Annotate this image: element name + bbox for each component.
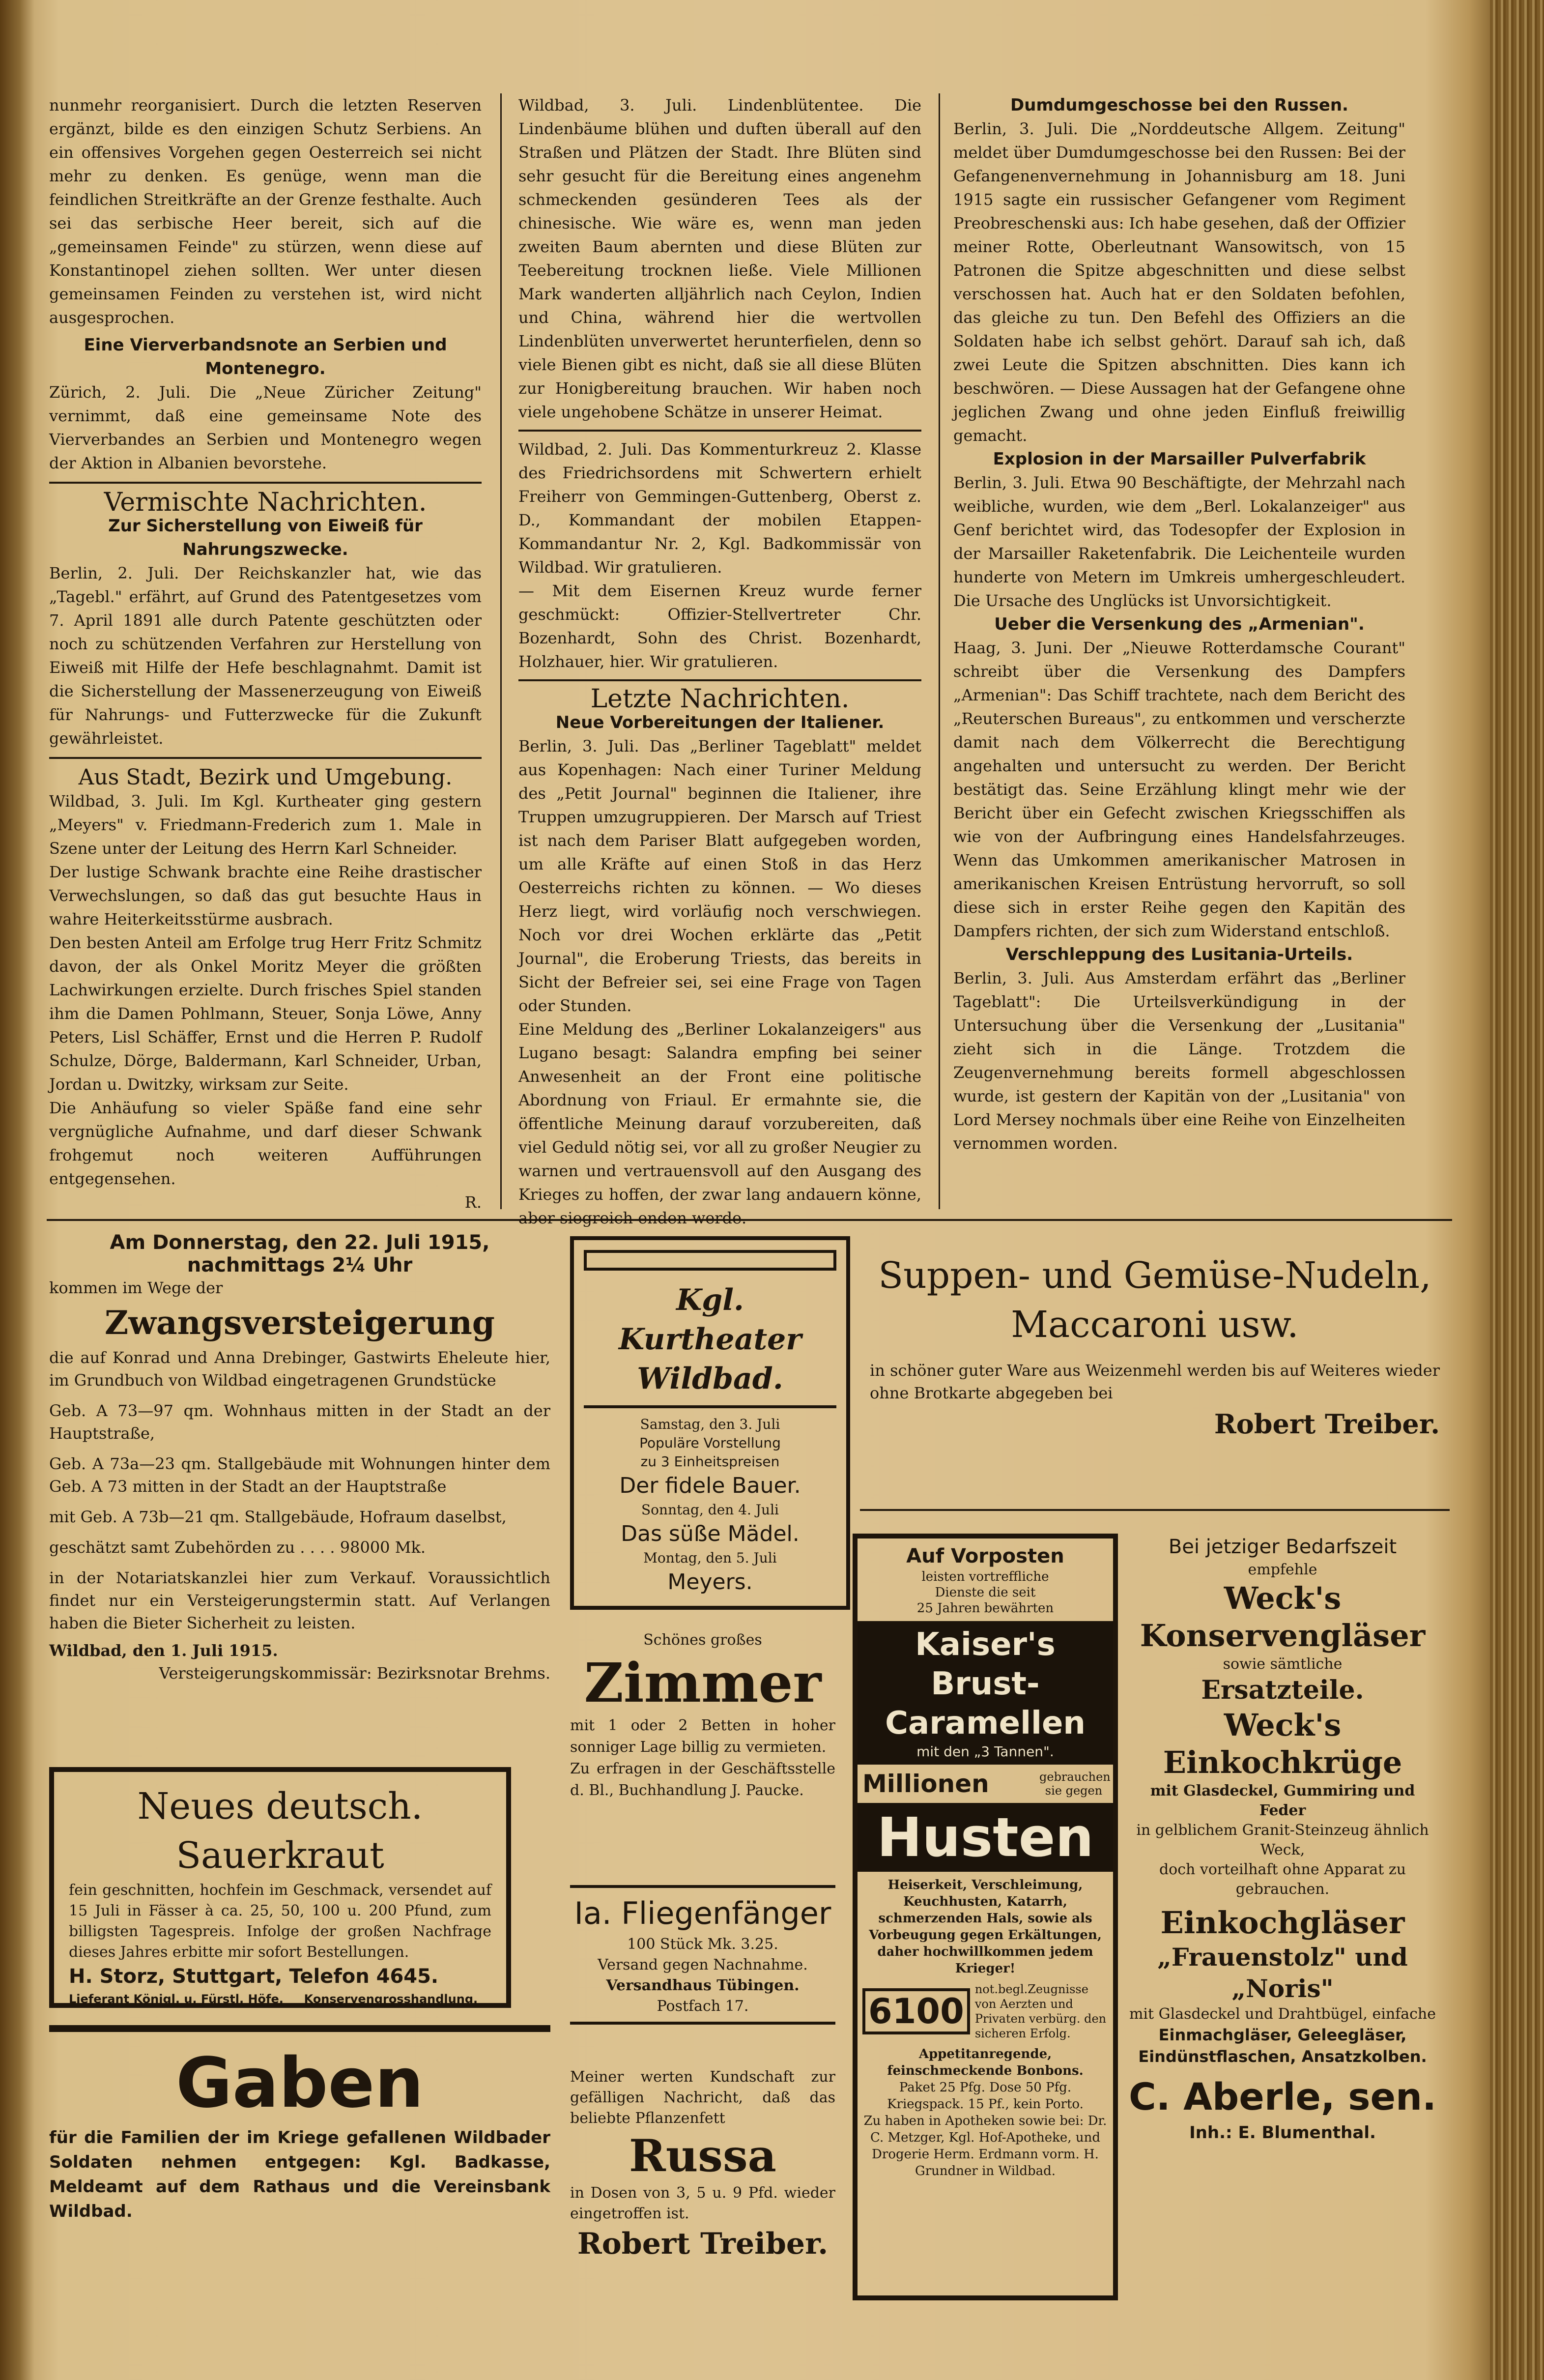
brand-name: Kaiser's Brust-	[915, 1626, 1056, 1702]
brand-name: Caramellen	[885, 1705, 1086, 1741]
divider	[518, 679, 921, 681]
ad-zimmer	[570, 1629, 835, 1801]
headline: Ueber die Versenkung des „Armenian".	[994, 614, 1365, 634]
ad-firm: H. Storz, Stuttgart, Telefon 4645.	[69, 1965, 439, 1988]
ad-text: Samstag, den 3. Juli	[640, 1416, 780, 1432]
ad-text: Schönes großes	[643, 1631, 762, 1649]
divider	[49, 2025, 550, 2032]
ad-text: Versteigerungskommissär: Bezirksnotar Brehms.	[159, 1664, 550, 1683]
ad-text: Geb. A 73a—23 qm. Stallgebäude mit Wohnungen hinter dem Geb. A 73 mitten in der Stadt an der Hauptstraße	[49, 1454, 550, 1496]
ad-text: Auf Vorposten	[906, 1545, 1064, 1567]
ad-title: Zwangsversteigerung	[105, 1304, 495, 1342]
ad-text: Heiserkeit, Verschleimung, Keuchhusten, Katarrh, schmerzenden Hals, sowie als Vorbeugung gegen Erkältungen, daher hochwillkommen jedem Krieger!	[869, 1878, 1102, 1976]
article-text: Zürich, 2. Juli. Die „Neue Züricher Zeitung" vernimmt, daß eine gemeinsame Note des Vierverbandes an Serbien und Montenegro wegen der Aktion in Albanien bevorstehe.	[49, 383, 482, 472]
ad-text: mit Glasdeckel, Gummiring und Feder	[1150, 1782, 1415, 1819]
ad-nudeln	[870, 1251, 1440, 1444]
ad-title: Konservengläser	[1140, 1618, 1426, 1654]
ad-text: Millionen	[862, 1770, 989, 1798]
ad-title: Ersatzteile.	[1201, 1675, 1364, 1705]
ad-title: Zimmer	[584, 1651, 822, 1714]
ad-text: not.begl.Zeugnisse von Aerzten und Privaten verbürg. den sicheren Erfolg.	[974, 1982, 1107, 2040]
ad-sauerkraut	[49, 1767, 511, 2008]
divider	[584, 1405, 836, 1408]
article-text: Wildbad, 3. Juli. Im Kgl. Kurtheater ging gestern „Meyers" v. Friedmann-Frederich zum 1. Male in Szene unter der Leitung des Herrn Karl Schneider.	[49, 792, 482, 858]
ad-kaisers	[853, 1534, 1118, 2300]
ad-text: Versand gegen Nachnahme.	[598, 1956, 808, 1974]
section-heading: Aus Stadt, Bezirk und Umgebung.	[78, 765, 453, 790]
ad-auction	[49, 1231, 550, 1684]
divider	[49, 757, 482, 759]
ad-text: mit 1 oder 2 Betten in hoher sonniger Lage billig zu vermieten.	[570, 1717, 835, 1756]
ad-text: Einmachgläser, Geleegläser, Eindünstflaschen, Ansatzkolben.	[1138, 2026, 1427, 2066]
ad-title: „Frauenstolz" und	[1157, 1943, 1408, 1972]
headline: Dumdumgeschosse bei den Russen.	[1010, 95, 1348, 115]
ad-firm: C. Aberle, sen.	[1128, 2075, 1437, 2119]
ad-text: mit Glasdeckel und Drahtbügel, einfache	[1129, 2005, 1436, 2023]
ad-title: Maccaroni usw.	[1011, 1304, 1299, 1346]
ad-show: Meyers.	[667, 1569, 753, 1595]
ad-text: Wildbad, den 1. Juli 1915.	[49, 1641, 278, 1660]
headline: Zur Sicherstellung von Eiweiß für Nahrungszwecke.	[108, 516, 423, 559]
ad-title: Einkochkrüge	[1163, 1744, 1402, 1780]
ad-text: in gelblichem Granit-Steinzeug ähnlich Weck,	[1136, 1822, 1429, 1858]
ad-firm: Robert Treiber.	[577, 2227, 829, 2261]
divider	[570, 2022, 835, 2025]
ad-text: 25 Jahren bewährten	[916, 1601, 1054, 1616]
column-1	[49, 93, 482, 1214]
ad-text: in der Notariatskanzlei hier zum Verkauf. Voraussichtlich findet nur ein Versteigerungstermin statt. Auf Verlangen haben die Bieter Sicherheit zu leisten.	[49, 1568, 550, 1632]
divider	[518, 430, 921, 432]
ad-text: doch vorteilhaft ohne Apparat zu gebrauchen.	[1159, 1861, 1406, 1898]
ad-show: Der fidele Bauer.	[619, 1473, 801, 1498]
ad-title: Suppen- und Gemüse-Nudeln,	[878, 1254, 1431, 1297]
ad-firm: Robert Treiber.	[1214, 1408, 1440, 1440]
ad-text: Geb. A 73—97 qm. Wohnhaus mitten in der Stadt an der Hauptstraße,	[49, 1401, 550, 1443]
ad-text: Lieferant Königl. u. Fürstl. Höfe. Konservengrosshandlung.	[69, 1992, 478, 2006]
ad-text: Paket 25 Pfg. Dose 50 Pfg. Kriegspack. 15 Pf., kein Porto.	[887, 2080, 1084, 2112]
ad-heading: Am Donnerstag, den 22. Juli 1915,	[110, 1231, 490, 1254]
ad-title: Husten	[858, 1803, 1113, 1872]
article-text: Berlin, 3. Juli. Etwa 90 Beschäftigte, der Mehrzahl nach weibliche, wurden, wie dem „Berl. Lokalanzeiger" aus Genf berichtet wird, das Todesopfer der Explosion in der Marsailler Raketenfabrik. Die Leichenteile wurden hunderte von Metern im Umkreis umhergeschleudert. Die Ursache des Unglücks ist Unvorsichtigkeit.	[953, 473, 1405, 610]
ad-title: Weck's	[1224, 1580, 1342, 1616]
divider	[860, 1509, 1450, 1511]
column-rule	[500, 93, 502, 1209]
headline: Explosion in der Marsailler Pulverfabrik	[993, 449, 1366, 469]
ad-text: für die Familien der im Kriege gefallenen Wildbader Soldaten nehmen entgegen: Kgl. Badkasse, Meldeamt auf dem Rathaus und die Vereinsbank Wildbad.	[49, 2128, 550, 2221]
article-text: Berlin, 3. Juli. Aus Amsterdam erfährt das „Berliner Tageblatt": Die Urteilsverkündigung in der Untersuchung über die Versenkung der „Lusitania" zieht sich in die Länge. Trotzdem die Zeugenvernehmung bereits formell abgeschlossen wurde, ist gestern der Kapitän von der „Lusitania" von Lord Mersey nochmals über eine Reihe von Einzelheiten vernommen worden.	[953, 969, 1405, 1153]
ad-text: in Dosen von 3, 5 u. 9 Pfd. wieder eingetroffen ist.	[570, 2184, 835, 2222]
article-text: Berlin, 3. Juli. Das „Berliner Tageblatt" meldet aus Kopenhagen: Nach einer Turiner Meldung des „Petit Journal" beginnen die Italiener, ihre Truppen umzugruppieren. Der Marsch auf Triest ist nach dem Pariser Blatt aufgegeben worden, um alle Kräfte auf einen Stoß in das Herz Oesterreichs richten zu können. — Wo dieses Herz liegt, wird vorläufig noch verschwiegen. Noch vor drei Wochen erklärte das „Petit Journal", die Eroberung Triests, das bereits in Sicht der Befreier sei, sei eine Frage von Tagen oder Stunden.	[518, 737, 921, 1015]
ad-text: geschätzt samt Zubehörden zu . . . . 98000 Mk.	[49, 1538, 426, 1557]
ad-text: kommen im Wege der	[49, 1278, 223, 1297]
ad-gaben	[49, 2025, 550, 2224]
ad-text: Populäre Vorstellung	[639, 1435, 781, 1451]
ad-text: leisten vortreffliche	[921, 1569, 1049, 1584]
article-text: Den besten Anteil am Erfolge trug Herr Fritz Schmitz davon, der als Onkel Moritz Meyer die größten Lachwirkungen erzielte. Durch frisches Spiel standen ihm die Damen Pohlmann, Steuer, Sonja Löwe, Anny Peters, Lisl Schäffer, Ernst und die Herren P. Rudolf Schulze, Dörge, Baldermann, Karl Schneider, Urban, Jordan u. Dwitzky, wirksam zur Seite.	[49, 933, 482, 1094]
headline: Eine Vierverbandsnote an Serbien und Montenegro.	[84, 335, 447, 378]
ad-text: Dienste die seit	[935, 1585, 1036, 1600]
ad-text: fein geschnitten, hochfein im Geschmack, versendet auf 15 Juli in Fässer à ca. 25, 50, 100 u. 200 Pfund, zum billigsten Tagespreis. Infolge der großen Nachfrage dieses Jahres erbitte mir sofort Bestellungen.	[69, 1882, 491, 1961]
article-text: — Mit dem Eisernen Kreuz wurde ferner geschmückt: Offizier-Stellvertreter Chr. Bozenhardt, Sohn des Christ. Bozenhardt, Holzhauer, hier. Wir gratulieren.	[518, 581, 921, 671]
article-text: Haag, 3. Juni. Der „Nieuwe Rotterdamsche Courant" schreibt über die Versenkung des Dampfers „Armenian": Das Schiff trachtete, nach dem Bericht des „Reuterschen Bureaus", zu entkommen und verscherzte damit nach dem Völkerrecht die Berechtigung angehalten und untersucht zu werden. Der Bericht bestätigt das. Seine Erzählung klingt mehr wie der Bericht über ein Gefecht zwischen Kriegsschiffen als wie von der Aufbringung eines Handelsfahrzeuges. Wenn das Umkommen amerikanischer Matrosen in amerikanischen Kreisen Entrüstung hervorruft, so soll diese sich in erster Reihe gegen den Kapitän des Dampfers richten, der sich zum Widerstand entschloß.	[953, 639, 1405, 940]
ad-text: Zu haben in Apotheken sowie bei: Dr. C. Metzger, Kgl. Hof-Apotheke, und Drogerie Herm. Erdmann vorm. H. Grundner in Wildbad.	[863, 2114, 1107, 2178]
headline: Neue Vorbereitungen der Italiener.	[555, 713, 885, 732]
ad-title: Ia. Fliegenfänger	[574, 1895, 831, 1931]
ad-theater	[570, 1236, 850, 1610]
divider	[49, 482, 482, 484]
ad-russa	[570, 2067, 835, 2264]
signature: R.	[464, 1193, 482, 1212]
ornament	[584, 1250, 836, 1271]
ad-text: 100 Stück Mk. 3.25.	[627, 1936, 778, 1953]
section-heading: Vermischte Nachrichten.	[104, 488, 427, 517]
ad-text: Bei jetziger Bedarfszeit	[1168, 1536, 1397, 1558]
ad-text: Inh.: E. Blumenthal.	[1189, 2123, 1376, 2143]
headline: Verschleppung des Lusitania-Urteils.	[1005, 945, 1353, 964]
ad-show: Das süße Mädel.	[621, 1521, 800, 1546]
ad-title: Weck's	[1224, 1707, 1342, 1743]
ad-title: Neues deutsch. Sauerkraut	[137, 1785, 423, 1877]
ad-title: Gaben	[175, 2043, 424, 2123]
ad-weck	[1125, 1534, 1440, 2144]
article-text: Der lustige Schwank brachte eine Reihe drastischer Verwechslungen, so daß das gut besuchte Haus in wahre Heiterkeitsstürme ausbrach.	[49, 863, 482, 929]
ad-text: mit Geb. A 73b—21 qm. Stallgebäude, Hofraum daselbst,	[49, 1508, 507, 1526]
ad-text: Versandhaus Tübingen.	[606, 1977, 800, 1994]
ad-text: Zu erfragen in der Geschäftsstelle d. Bl., Buchhandlung J. Paucke.	[570, 1760, 835, 1799]
article-text: Eine Meldung des „Berliner Lokalanzeigers" aus Lugano besagt: Salandra empfing bei seiner Anwesenheit an der Front eine politische Abordnung von Friaul. Er ermahnte sie, die öffentliche Meinung darauf vorzubereiten, daß viel Geduld nötig sei, vor all zu großer Neugier zu warnen und vertrauensvoll auf den Ausgang des Krieges zu hoffen, der zwar lang andauern könne, aber siegreich enden werde.	[518, 1020, 921, 1227]
ad-text: in schöner guter Ware aus Weizenmehl werden bis auf Weiteres wieder ohne Brotkarte abgegeben bei	[870, 1361, 1440, 1402]
ad-text: Postfach 17.	[657, 1998, 749, 2015]
ad-text: Sonntag, den 4. Juli	[641, 1502, 779, 1518]
article-text: nunmehr reorganisiert. Durch die letzten Reserven ergänzt, bilde es den einzigen Schutz Serbiens. An ein offensives Vorgehen gegen Oesterreich sei nicht mehr zu denken. Es genüge, wenn man die feindlichen Streitkräfte an der Grenze festhalte. Auch sei das serbische Heer bereit, sich auf die „gemeinsamen Feinde" zu stürzen, wenn diese auf Konstantinopel ziehen sollten. Wer unter diesen gemeinsamen Feinden zu verstehen ist, wird nicht ausgesprochen.	[49, 96, 482, 327]
article-text: Die Anhäufung so vieler Späße fand eine sehr vergnügliche Aufnahme, und darf dieser Schwank frohgemut noch weiteren Aufführungen entgegensehen.	[49, 1099, 482, 1188]
ad-number: 6100	[862, 1988, 970, 2034]
article-text: Berlin, 3. Juli. Die „Norddeutsche Allgem. Zeitung" meldet über Dumdumgeschosse bei den Russen: Bei der Gefangenenvernehmung in Johannisburg am 18. Juni 1915 sagte ein russischer Gefangener vom Regiment Preobreschenski aus: Ich habe gesehen, daß der Offizier meiner Rotte, Oberleutnant Wansowitsch, von 15 Patronen die Spitze abgeschnitten und diese selbst verschossen hat. Auch hat er den Soldaten befohlen, das gleiche zu tun. Den Befehl des Offiziers an die Soldaten habe ich selbst gehört. Darauf sah ich, daß zwei Leute die Spitzen abschnitten. Dies kann ich beschwören. — Diese Aussagen hat der Gefangene ohne jeglichen Zwang und ohne jeden Einfluß freiwillig gemacht.	[953, 119, 1405, 445]
article-text: Berlin, 2. Juli. Der Reichskanzler hat, wie das „Tagebl." erfährt, auf Grund des Patentgesetzes vom 7. April 1891 alle durch Patente geschützten oder noch zu schützenden Verfahren zur Herstellung von Eiweiß mit Hilfe der Hefe beschlagnahmt. Damit ist die Sicherstellung der Massenerzeugung von Eiweiß für Nahrungs- und Futterzwecke für die Zukunft gewährleistet.	[49, 564, 482, 748]
ad-text: Meiner werten Kundschaft zur gefälligen Nachricht, daß das beliebte Pflanzenfett	[570, 2068, 835, 2127]
column-2	[518, 93, 921, 1230]
column-rule	[939, 93, 940, 1209]
section-heading: Letzte Nachrichten.	[590, 684, 850, 714]
ad-text: empfehle	[1248, 1561, 1317, 1578]
ad-text: Appetitanregende, feinschmeckende Bonbons.	[887, 2047, 1084, 2078]
divider	[570, 1885, 835, 1888]
ad-title: „Noris"	[1231, 1974, 1334, 2003]
ad-text: zu 3 Einheitspreisen	[640, 1453, 780, 1470]
article-text: Wildbad, 2. Juli. Das Kommenturkreuz 2. Klasse des Friedrichsordens mit Schwertern erhielt Freiherr von Gemmingen-Guttenberg, Oberst z. D., Kommandant der mobilen Etappen-Kommandantur Nr. 2, Kgl. Badkommissär von Wildbad. Wir gratulieren.	[518, 440, 921, 577]
ad-text: sowie sämtliche	[1223, 1655, 1343, 1673]
ad-heading: nachmittags 2¼ Uhr	[187, 1254, 413, 1277]
article-text: Wildbad, 3. Juli. Lindenblütentee. Die Lindenbäume blühen und duften überall auf den Straßen und Plätzen der Stadt. Ihre Blüten sind sehr gesucht für die Bereitung eines angenehm schmeckenden gesünderen Tees als der chinesische. Wie wäre es, wenn man jeden zweiten Baum abernten und diese Blüten zur Teebereitung trocknen ließe. Viele Millionen Mark wanderten alljährlich nach Ceylon, Indien und China, während hier die wertvollen Lindenblüten unverwertet herunterfielen, denn so viele Bienen gibt es nicht, daß sie all diese Blüten zur Honigbereitung brauchen. Wir haben noch viele ungehobene Schätze in unserer Heimat.	[518, 96, 921, 421]
ad-title: Wildbad.	[637, 1362, 783, 1396]
ad-flies	[570, 1885, 835, 2025]
brand-tagline: mit den „3 Tannen".	[916, 1743, 1054, 1760]
ad-title: Kgl. Kurtheater	[619, 1283, 801, 1357]
ad-title: Russa	[629, 2130, 776, 2182]
ad-text: die auf Konrad und Anna Drebinger, Gastwirts Eheleute hier, im Grundbuch von Wildbad eingetragenen Grundstücke	[49, 1348, 550, 1390]
ad-title: Einkochgläser	[1160, 1905, 1405, 1941]
ad-text: Montag, den 5. Juli	[643, 1550, 777, 1566]
column-3	[953, 93, 1405, 1155]
ad-text: gebrauchen sie gegen	[1039, 1770, 1111, 1798]
